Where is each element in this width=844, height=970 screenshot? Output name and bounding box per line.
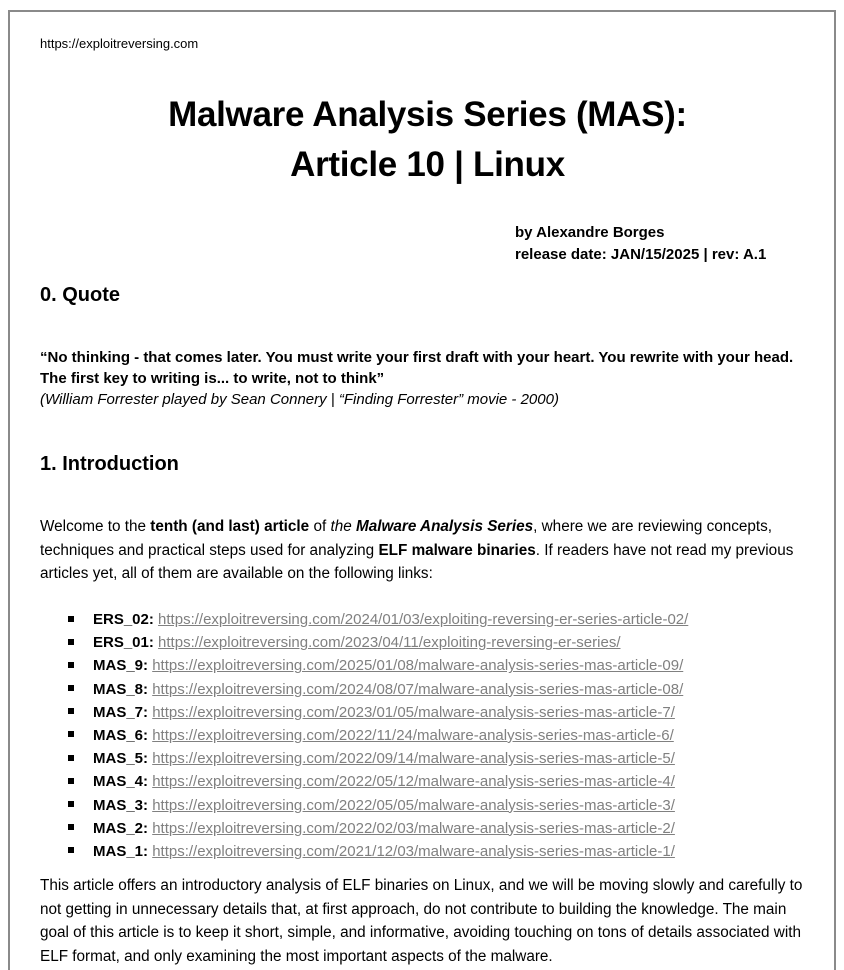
article-link[interactable]: https://exploitreversing.com/2022/02/03/malware-analysis-series-mas-article-2/ (152, 819, 675, 837)
quote-source: (William Forrester played by Sean Connery | “Finding Forrester” movie - 2000) (40, 391, 559, 408)
bullet-icon (68, 755, 74, 761)
intro-p1-g: ELF malware binaries (378, 541, 536, 559)
intro-p1-f: , where we are reviewing concepts, techniques and practical steps used for analyzing (40, 518, 773, 559)
link-label: MAS_8: (93, 680, 149, 698)
header-site-url: https://exploitreversing.com (40, 36, 199, 51)
link-label: MAS_3: (93, 796, 149, 814)
list-item (68, 817, 688, 840)
list-item (68, 840, 688, 863)
bullet-icon (68, 616, 74, 622)
list-item (68, 794, 688, 817)
author: by Alexandre Borges (515, 224, 665, 241)
link-label: MAS_5: (93, 750, 149, 768)
bullet-icon (68, 708, 74, 714)
quote-text: “No thinking - that comes later. You must write your first draft with your heart. You rewrite with your head. The first key to writing is... to write, not to think” (40, 349, 794, 387)
article-links-list (68, 608, 688, 863)
list-item (68, 678, 688, 701)
byline (515, 222, 766, 266)
link-label: ERS_01: (93, 634, 154, 652)
article-link[interactable]: https://exploitreversing.com/2024/08/07/malware-analysis-series-mas-article-08/ (152, 680, 684, 698)
link-label: MAS_2: (93, 819, 149, 837)
section-heading-introduction: 1. Introduction (40, 453, 179, 475)
section-heading-quote: 0. Quote (40, 284, 121, 306)
link-label: MAS_9: (93, 657, 149, 675)
bullet-icon (68, 847, 74, 853)
list-item (68, 631, 688, 654)
article-link[interactable]: https://exploitreversing.com/2022/11/24/malware-analysis-series-mas-article-6/ (152, 726, 674, 744)
article-link[interactable]: https://exploitreversing.com/2022/05/05/malware-analysis-series-mas-article-3/ (152, 796, 675, 814)
link-label: ERS_02: (93, 611, 154, 628)
list-item (68, 724, 688, 747)
link-label: MAS_6: (93, 726, 149, 744)
bullet-icon (68, 801, 74, 807)
article-link[interactable]: https://exploitreversing.com/2023/01/05/malware-analysis-series-mas-article-7/ (152, 703, 675, 721)
title-line-1: Malware Analysis Series (MAS): (168, 95, 687, 134)
intro-p1-b: tenth (and last) article (150, 518, 310, 535)
article-link[interactable]: https://exploitreversing.com/2021/12/03/malware-analysis-series-mas-article-1/ (152, 842, 675, 860)
bullet-icon (68, 778, 74, 784)
document-title (40, 90, 815, 190)
bullet-icon (68, 662, 74, 668)
article-link[interactable]: https://exploitreversing.com/2022/05/12/malware-analysis-series-mas-article-4/ (152, 773, 675, 791)
link-label: MAS_7: (93, 703, 149, 721)
article-link[interactable]: https://exploitreversing.com/2024/01/03/exploiting-reversing-er-series-article-02/ (158, 611, 689, 628)
link-label: MAS_4: (93, 773, 149, 791)
release-info: release date: JAN/15/2025 | rev: A.1 (515, 246, 767, 263)
intro-p1-d: the (330, 518, 356, 535)
intro-p1-a: Welcome to the (40, 518, 151, 535)
list-item (68, 747, 688, 770)
article-link[interactable]: https://exploitreversing.com/2023/04/11/exploiting-reversing-er-series/ (158, 634, 621, 652)
title-line-2: Article 10 | Linux (290, 145, 565, 184)
article-link[interactable]: https://exploitreversing.com/2022/09/14/malware-analysis-series-mas-article-5/ (152, 750, 675, 768)
intro-paragraph-2: This article offers an introductory analysis of ELF binaries on Linux, and we will be moving slowly and carefully to not getting in unnecessary details that, at first approach, do not contribute to building the knowledge. The main goal of this article is to keep it short, simple, and informative, avoiding touching on tons of details associated with ELF format, and only examining the most important aspects of the malware. (40, 877, 803, 965)
list-item (68, 701, 688, 724)
intro-p1-h: . If readers have not read my previous articles yet, all of them are available on the following links: (40, 541, 794, 582)
quote-block (40, 347, 815, 410)
article-link[interactable]: https://exploitreversing.com/2025/01/08/malware-analysis-series-mas-article-09/ (152, 657, 684, 675)
intro-p1-c: of (309, 518, 331, 535)
bullet-icon (68, 824, 74, 830)
intro-paragraph-1 (40, 515, 815, 586)
link-label: MAS_1: (93, 842, 149, 860)
list-item (68, 608, 688, 631)
bullet-icon (68, 685, 74, 691)
intro-p1-series-name: Malware Analysis Series (355, 518, 534, 535)
document-page (8, 10, 836, 970)
bullet-icon (68, 731, 74, 737)
list-item (68, 770, 688, 793)
list-item (68, 654, 688, 677)
bullet-icon (68, 639, 74, 645)
